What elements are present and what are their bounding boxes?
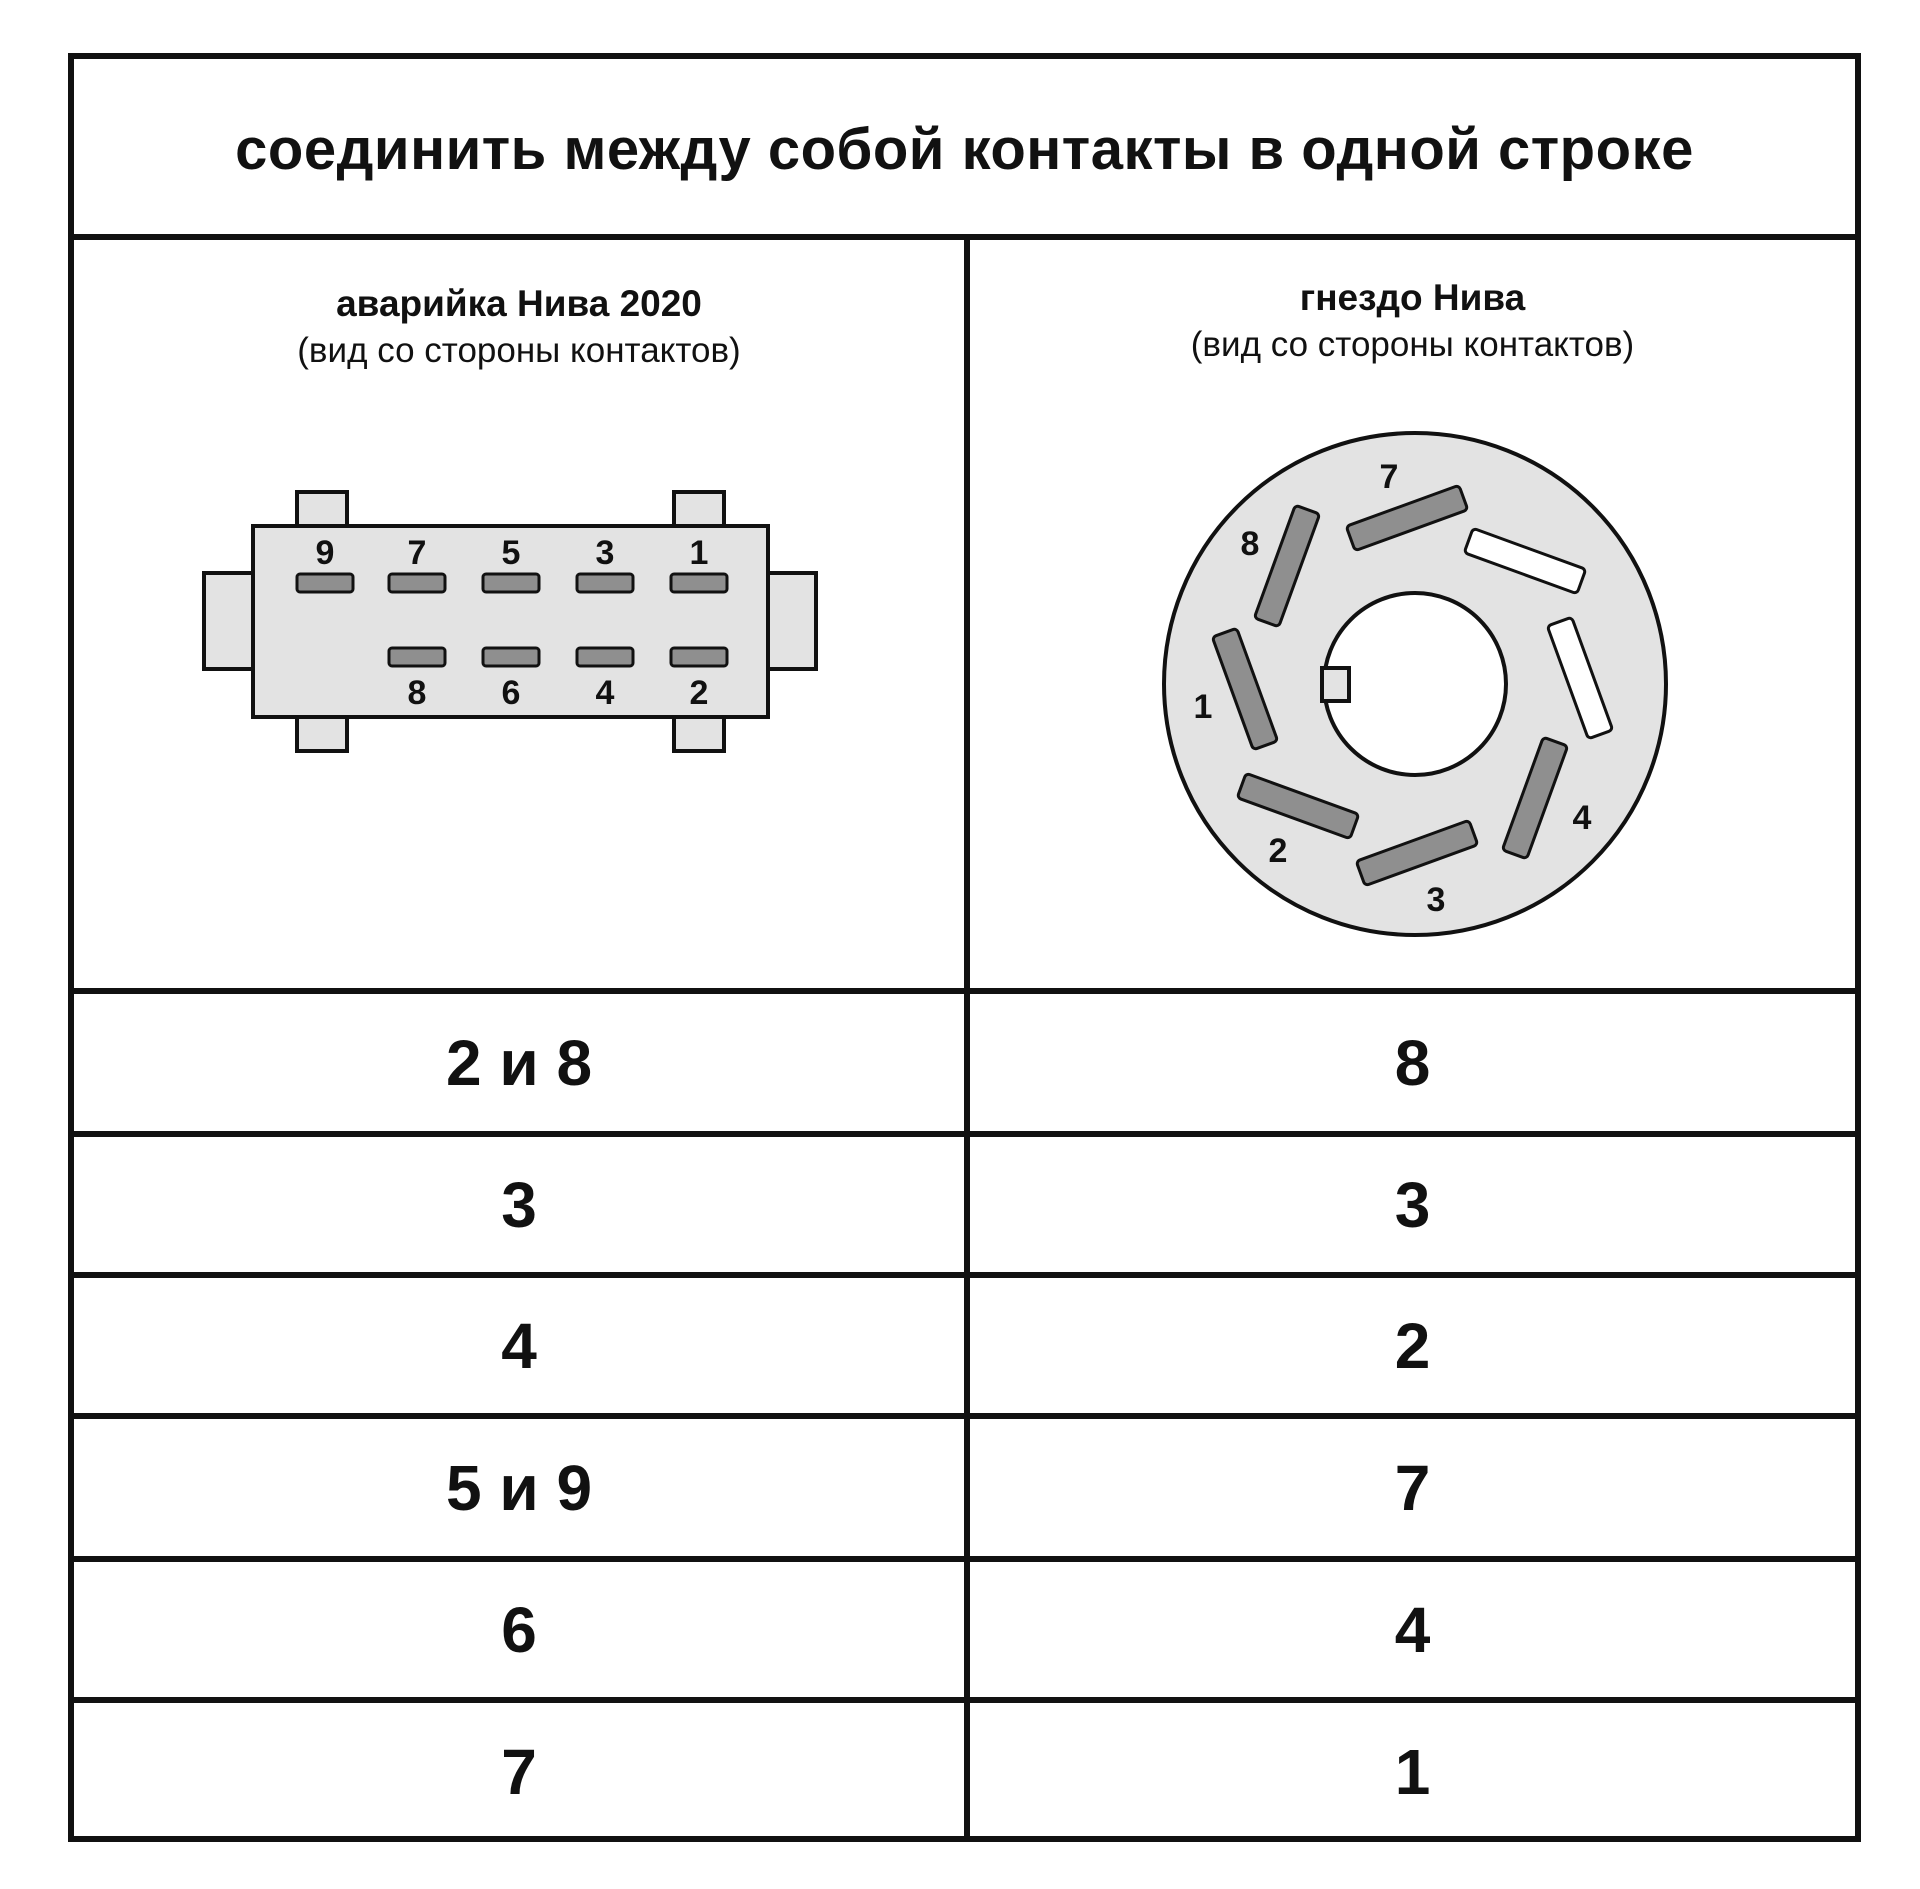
row-left-cell: 2 и 8 bbox=[445, 1026, 593, 1099]
row-right-cell: 3 bbox=[1394, 1168, 1431, 1241]
row-right-cell: 7 bbox=[1394, 1451, 1431, 1524]
socket-pin-label: 2 bbox=[1268, 832, 1288, 870]
right-header-note: (вид со стороны контактов) bbox=[1190, 325, 1635, 364]
row-left-cell: 7 bbox=[501, 1735, 537, 1808]
socket-pin-label: 3 bbox=[1426, 881, 1446, 919]
row-right-cell: 1 bbox=[1394, 1735, 1431, 1808]
left-header-name: аварийка Нива 2020 bbox=[336, 283, 702, 324]
row-left-cell: 4 bbox=[501, 1309, 537, 1382]
row-right-cell: 4 bbox=[1394, 1593, 1431, 1666]
socket-key bbox=[1322, 668, 1349, 701]
row-left-cell: 6 bbox=[501, 1593, 537, 1666]
left-header-note: (вид со стороны контактов) bbox=[297, 331, 741, 370]
row-right-cell: 2 bbox=[1394, 1309, 1431, 1382]
pin-label: 7 bbox=[407, 534, 427, 572]
socket-pin-label: 4 bbox=[1572, 799, 1592, 837]
socket-pin-label: 7 bbox=[1379, 458, 1399, 496]
pin-label: 5 bbox=[501, 534, 521, 572]
socket-center bbox=[1324, 593, 1506, 775]
row-right-cell: 8 bbox=[1394, 1026, 1431, 1099]
pin-label: 9 bbox=[315, 534, 335, 572]
right-header-name: гнездо Нива bbox=[1299, 277, 1526, 318]
pin-label: 8 bbox=[407, 674, 427, 712]
row-left-cell: 3 bbox=[501, 1168, 537, 1241]
pin-label: 1 bbox=[689, 534, 709, 572]
table-title: соединить между собой контакты в одной строке bbox=[235, 117, 1694, 182]
row-left-cell: 5 и 9 bbox=[445, 1451, 593, 1524]
pin-label: 6 bbox=[501, 674, 521, 712]
socket-pin-label: 8 bbox=[1240, 525, 1260, 563]
pin-label: 3 bbox=[595, 534, 615, 572]
pin-label: 4 bbox=[595, 674, 615, 712]
pin-label: 2 bbox=[689, 674, 709, 712]
socket-pin-label: 1 bbox=[1193, 688, 1213, 726]
